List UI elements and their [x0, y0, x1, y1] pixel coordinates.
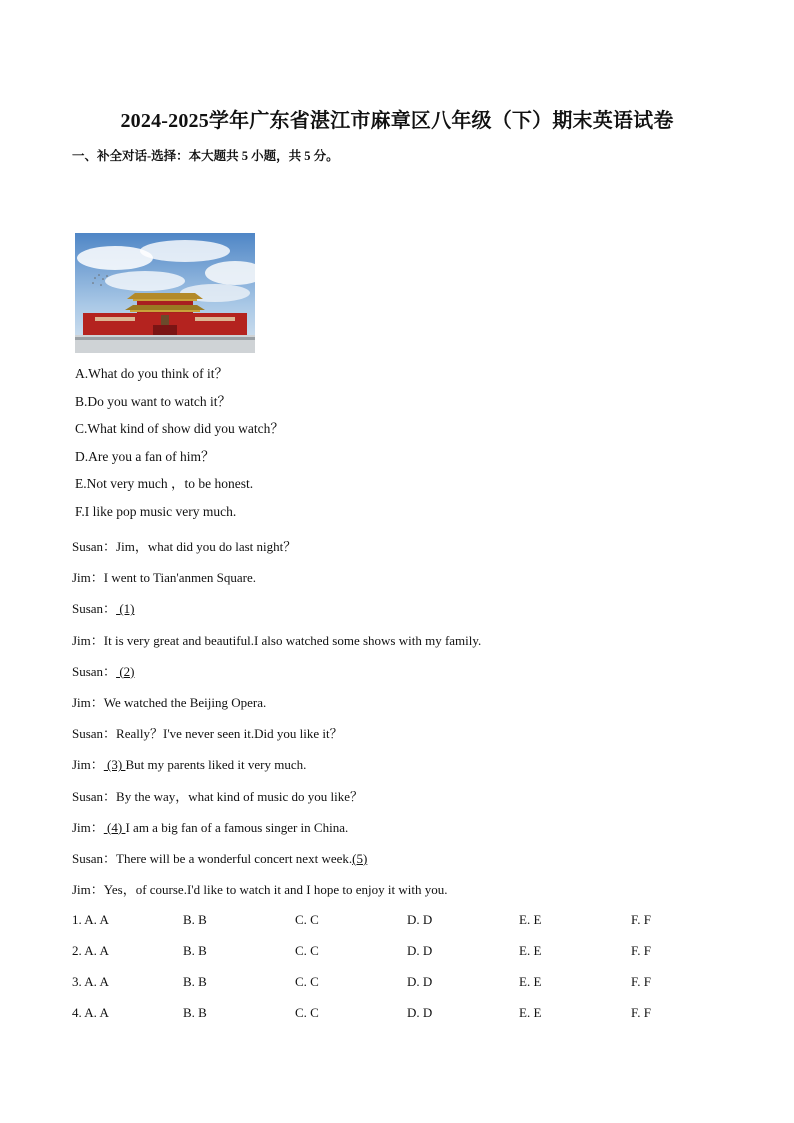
- dialogue-line: Susan：Jim，what did you do last night？: [72, 539, 297, 554]
- page-title: 2024-2025学年广东省湛江市麻章区八年级（下）期末英语试卷: [120, 110, 674, 132]
- dialogue-line: Jim： (4) I am a big fan of a famous singer in China.: [72, 819, 349, 835]
- choice[interactable]: D. D: [407, 912, 433, 927]
- section-heading: 一、补全对话-选择：本大题共 5 小题，共 5 分。: [72, 149, 339, 163]
- dialogue-line: Susan： (1): [72, 601, 135, 617]
- dialogue-line: Jim： (3) But my parents liked it very much.: [72, 757, 307, 773]
- blank-5: (5): [352, 850, 368, 866]
- choice[interactable]: 3. A. A: [72, 974, 109, 989]
- tiananmen-photo: [75, 233, 255, 353]
- option-item: B.Do you want to watch it？: [75, 393, 231, 409]
- choice[interactable]: E. E: [519, 974, 542, 989]
- option-item: F.I like pop music very much.: [75, 503, 237, 519]
- choice[interactable]: F. F: [631, 943, 651, 958]
- choice[interactable]: C. C: [295, 912, 319, 927]
- choice[interactable]: B. B: [183, 943, 207, 958]
- dialogue-line: Jim：I went to Tian'anmen Square.: [72, 570, 256, 586]
- choice[interactable]: F. F: [631, 974, 651, 989]
- choice[interactable]: E. E: [519, 1005, 542, 1020]
- choice[interactable]: D. D: [407, 1005, 433, 1020]
- choice[interactable]: D. D: [407, 974, 433, 989]
- choice[interactable]: 4. A. A: [72, 1005, 109, 1020]
- choice[interactable]: B. B: [183, 912, 207, 927]
- dialogue-line: Jim：Yes，of course.I'd like to watch it and I hope to enjoy it with you.: [72, 882, 448, 898]
- dialogue-line: Susan：Really？I've never seen it.Did you like it？: [72, 726, 343, 742]
- dialogue-line: Jim：It is very great and beautiful.I also watched some shows with my family.: [72, 632, 482, 648]
- blank-1: (1): [116, 601, 135, 617]
- dialogue-line: Susan：By the way，what kind of music do you like？: [72, 788, 364, 804]
- choice[interactable]: 2. A. A: [72, 943, 109, 958]
- dialogue: [72, 537, 481, 911]
- choice[interactable]: B. B: [183, 974, 207, 989]
- blank-4: (4): [103, 819, 126, 835]
- choice[interactable]: C. C: [295, 1005, 319, 1020]
- dialogue-line: Susan：There will be a wonderful concert next week.(5): [72, 850, 368, 866]
- blank-3: (3): [103, 757, 126, 773]
- choice[interactable]: E. E: [519, 912, 542, 927]
- choice[interactable]: C. C: [295, 943, 319, 958]
- option-item: E.Not very much ，to be honest.: [75, 476, 254, 492]
- choice[interactable]: B. B: [183, 1005, 207, 1020]
- choice[interactable]: C. C: [295, 974, 319, 989]
- option-item: A.What do you think of it？: [75, 366, 228, 381]
- dialogue-line: Jim：We watched the Beijing Opera.: [72, 694, 267, 710]
- choice[interactable]: 1. A. A: [72, 912, 109, 927]
- option-item: C.What kind of show did you watch？: [75, 421, 284, 437]
- choice[interactable]: E. E: [519, 943, 542, 958]
- choice[interactable]: D. D: [407, 943, 433, 958]
- choice[interactable]: F. F: [631, 912, 651, 927]
- option-item: D.Are you a fan of him？: [75, 448, 215, 464]
- option-list: [75, 364, 284, 530]
- blank-2: (2): [116, 663, 135, 679]
- choice[interactable]: F. F: [631, 1005, 651, 1020]
- dialogue-line: Susan： (2): [72, 663, 135, 679]
